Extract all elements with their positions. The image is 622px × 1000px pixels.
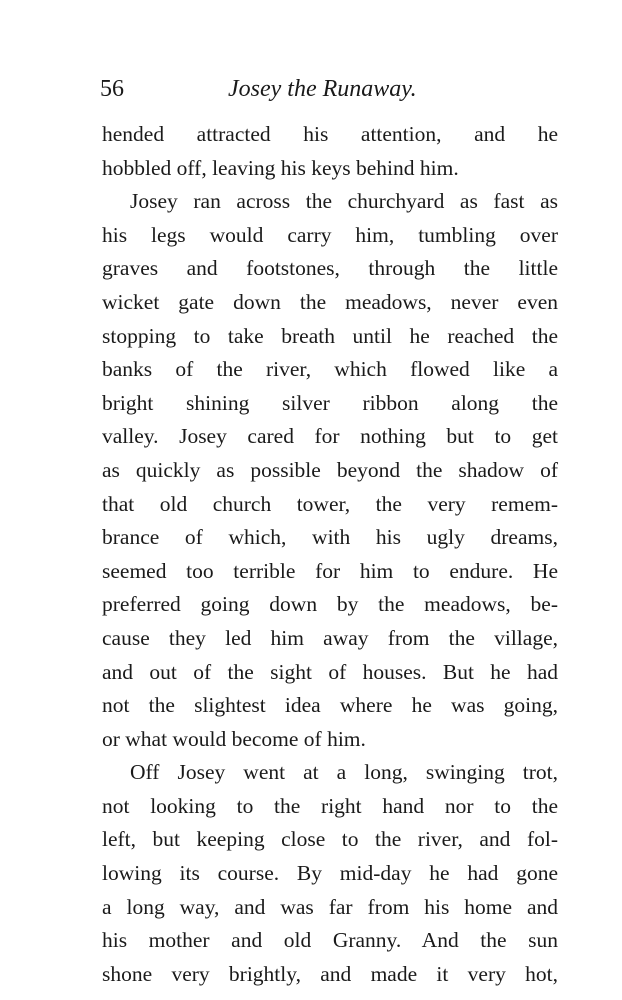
- text-line: Off Josey went at a long, swinging trot,: [130, 760, 558, 785]
- text-line: left, but keeping close to the river, and fol-: [102, 827, 558, 852]
- running-title: Josey the Runaway.: [228, 76, 417, 102]
- text-line: wicket gate down the meadows, never even: [102, 289, 558, 314]
- body-text: [102, 118, 558, 991]
- text-line: bright shining silver ribbon along the: [102, 390, 558, 415]
- paragraph: [102, 756, 558, 991]
- text-line: not looking to the right hand nor to the: [102, 793, 558, 818]
- text-line: and out of the sight of houses. But he had: [102, 659, 558, 684]
- text-line: not the slightest idea where he was going,: [102, 693, 558, 718]
- text-line: a long way, and was far from his home and: [102, 894, 558, 919]
- page-header: [100, 72, 560, 106]
- text-line: hended attracted his attention, and he: [102, 122, 558, 146]
- text-line: preferred going down by the meadows, be-: [102, 592, 558, 617]
- text-line: hobbled off, leaving his keys behind him.: [102, 155, 459, 180]
- text-line: graves and footstones, through the little: [102, 256, 558, 281]
- text-line: brance of which, with his ugly dreams,: [102, 525, 558, 550]
- paragraph: [102, 118, 558, 185]
- text-line: cause they led him away from the village,: [102, 625, 558, 650]
- page-number: 56: [100, 76, 124, 102]
- text-line: lowing its course. By mid-day he had gone: [102, 861, 558, 886]
- text-line: that old church tower, the very remem-: [102, 491, 558, 516]
- text-line: shone very brightly, and made it very hot,: [102, 961, 558, 986]
- text-line: valley. Josey cared for nothing but to get: [102, 424, 558, 449]
- text-line: banks of the river, which flowed like a: [102, 357, 558, 382]
- text-line: as quickly as possible beyond the shadow of: [102, 457, 558, 482]
- text-line: Josey ran across the churchyard as fast as: [130, 189, 558, 214]
- text-line: his mother and old Granny. And the sun: [102, 928, 558, 953]
- text-line: stopping to take breath until he reached the: [102, 323, 558, 348]
- text-line: seemed too terrible for him to endure. He: [102, 558, 558, 583]
- paragraph: [102, 185, 558, 756]
- text-line: or what would become of him.: [102, 726, 366, 751]
- text-line: his legs would carry him, tumbling over: [102, 222, 558, 247]
